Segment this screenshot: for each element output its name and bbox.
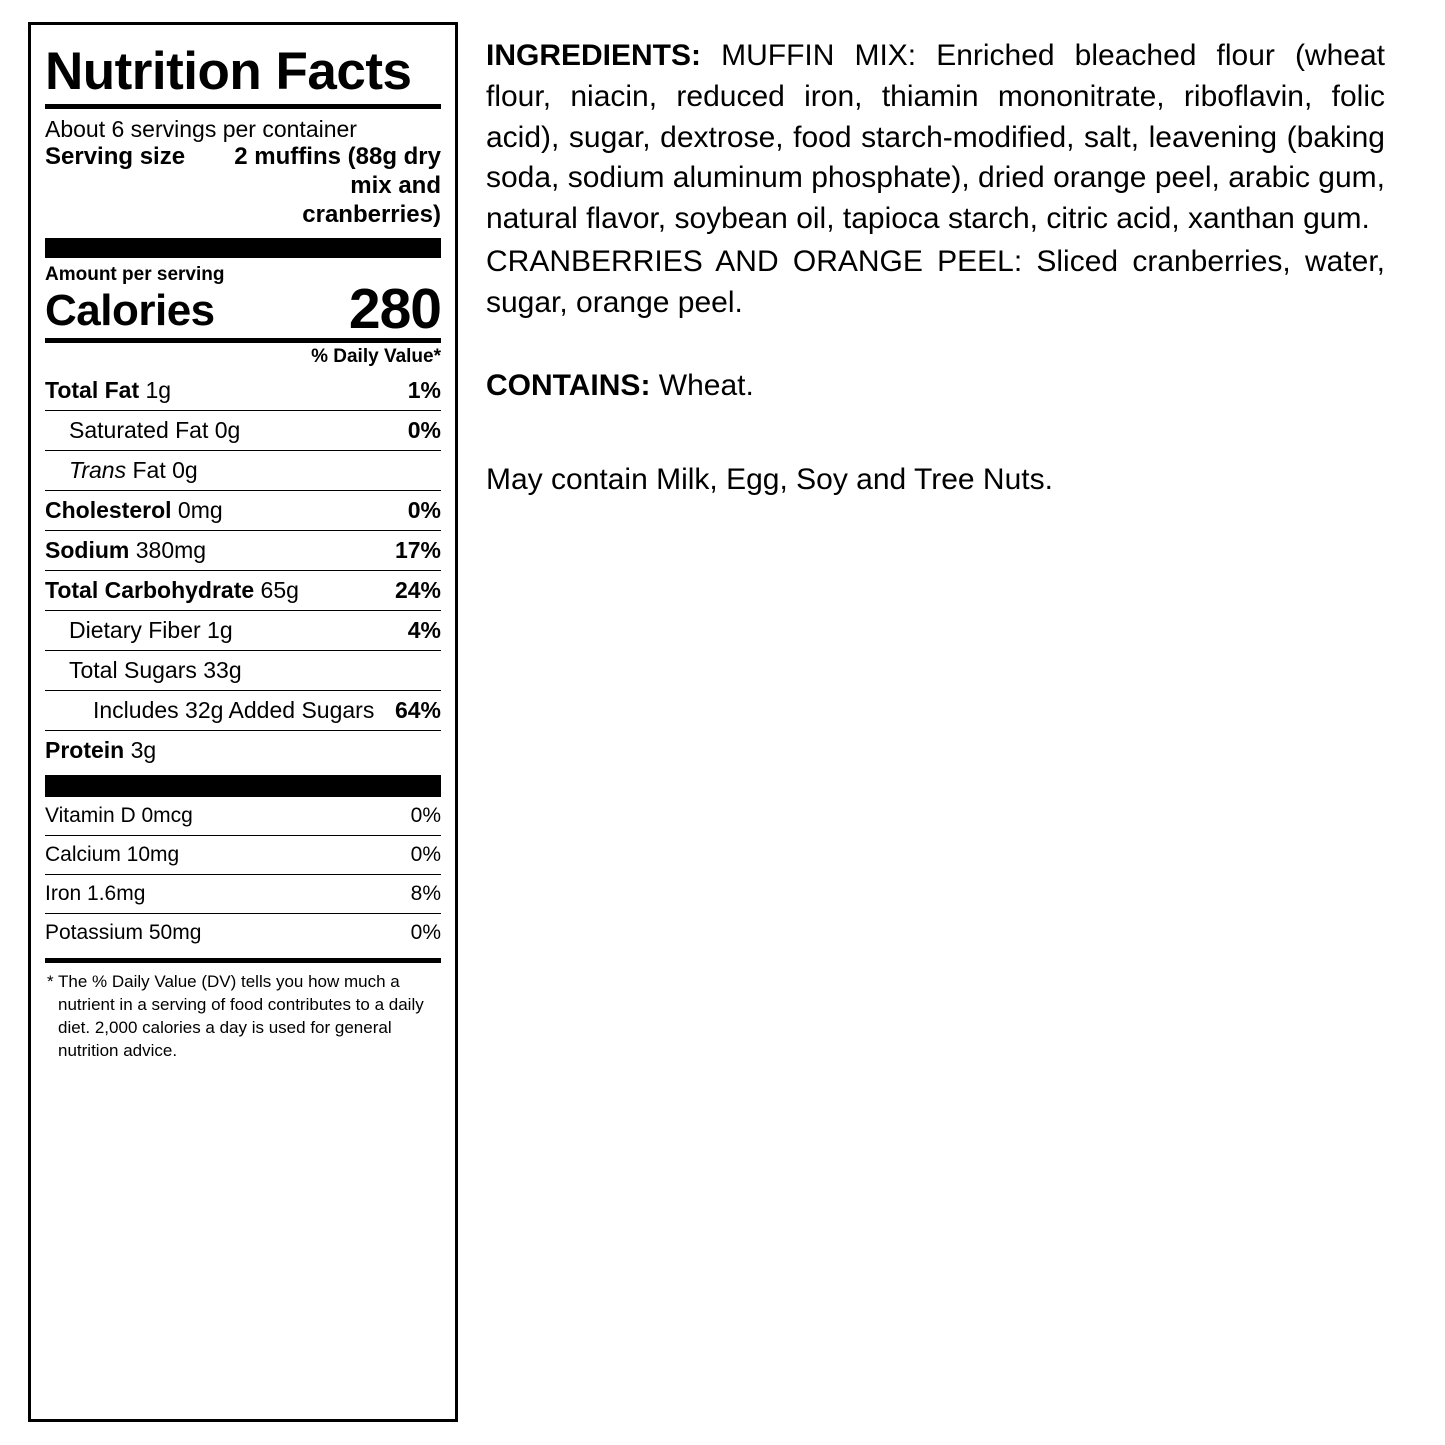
divider-thick-top [45,238,441,258]
table-row [45,450,441,490]
serving-size-value-line3: cranberries) [302,201,441,229]
nutrient-amount: Dietary Fiber 1g [69,616,233,643]
table-row [45,530,441,570]
serving-size-label: Serving size [45,143,186,171]
table-row [45,371,441,410]
nutrient-name: Cholesterol [45,496,172,523]
divider-thick-vitamins [45,775,441,797]
nutrient-name: Trans [69,456,127,483]
table-row [45,730,441,770]
vitamin-name: Calcium 10mg [45,842,180,866]
contains-paragraph [486,366,1385,407]
daily-value-footnote: * The % Daily Value (DV) tells you how much a nutrient in a serving of food contributes to a daily diet. 2,000 calories a day is used for general nutrition advice. [47,971,424,1060]
vitamin-name: Vitamin D 0mcg [45,803,193,827]
nutrient-amount: 380mg [135,536,207,563]
nutrient-amount: Saturated Fat 0g [69,416,241,443]
nutrient-amount: 3g [130,736,157,763]
vitamin-name: Iron 1.6mg [45,881,146,905]
nutrient-name: Sodium [45,536,130,563]
daily-value-header: % Daily Value* [311,345,441,367]
vitamin-pct: 8% [410,881,441,905]
table-row [45,913,441,952]
calories-label: Calories [45,285,215,335]
nutrient-amount: 1g [145,376,172,403]
table-row [45,797,441,835]
vitamin-pct: 0% [410,920,441,944]
amount-per-serving-label: Amount per serving [45,263,225,285]
table-row [45,610,441,650]
ingredients-body: MUFFIN MIX: Enriched bleached flour (wheat flour, niacin, reduced iron, thiamin mononitrate, riboflavin, folic acid), sugar, dextrose, food starch-modified, salt, leavening (baking soda, sodium aluminum phosphate), dried orange peel, arabic gum, natural flavor, soybean oil, tapioca starch, citric acid, xanthan gum. [486,39,1385,236]
serving-size-value-line2: mix and [350,172,441,200]
divider-title [45,104,441,109]
nutrient-pct: 1% [407,376,441,403]
ingredients-paragraph [486,36,1385,240]
table-row [45,570,441,610]
nutrient-pct: 64% [394,696,441,723]
servings-per-container: About 6 servings per container [45,116,357,142]
calories-row [45,276,441,341]
table-row [45,410,441,450]
nutrient-pct: 24% [394,576,441,603]
nutrient-pct: 0% [407,496,441,523]
cranberries-paragraph: CRANBERRIES AND ORANGE PEEL: Sliced cranberries, water, sugar, orange peel. [486,244,1385,319]
nutrient-amount: Fat 0g [132,456,198,483]
vitamin-pct: 0% [410,842,441,866]
may-contain-paragraph: May contain Milk, Egg, Soy and Tree Nuts. [486,463,1053,497]
nutrient-amount: 0mg [177,496,223,523]
spacer [486,408,1385,460]
contains-heading: CONTAINS: [486,368,651,402]
nutrient-amount: Total Sugars 33g [69,656,242,683]
contains-body: Wheat. [650,368,754,402]
nutrient-pct: 4% [407,616,441,643]
table-row [45,874,441,913]
serving-size-row [45,143,441,229]
table-row [45,835,441,874]
nutrition-facts-column [0,0,466,1445]
table-row [45,690,441,730]
nutrient-name: Total Carbohydrate [45,576,255,603]
nutrition-facts-title: Nutrition Facts [45,42,412,101]
table-row [45,490,441,530]
table-row [45,650,441,690]
nutrient-pct: 0% [407,416,441,443]
vitamin-pct: 0% [410,803,441,827]
vitamin-name: Potassium 50mg [45,920,202,944]
nutrient-amount: 65g [260,576,299,603]
nutrient-name: Total Fat [45,376,140,403]
ingredients-heading: INGREDIENTS: [486,39,702,72]
nutrition-facts-panel [28,22,458,1422]
calories-value: 280 [348,276,441,341]
spacer [486,326,1385,366]
ingredients-column [466,0,1445,1445]
nutrient-amount: Includes 32g Added Sugars [93,696,375,723]
nutrient-name: Protein [45,736,125,763]
serving-size-value-line1: 2 muffins (88g dry [234,143,441,171]
nutrient-pct: 17% [394,536,441,563]
